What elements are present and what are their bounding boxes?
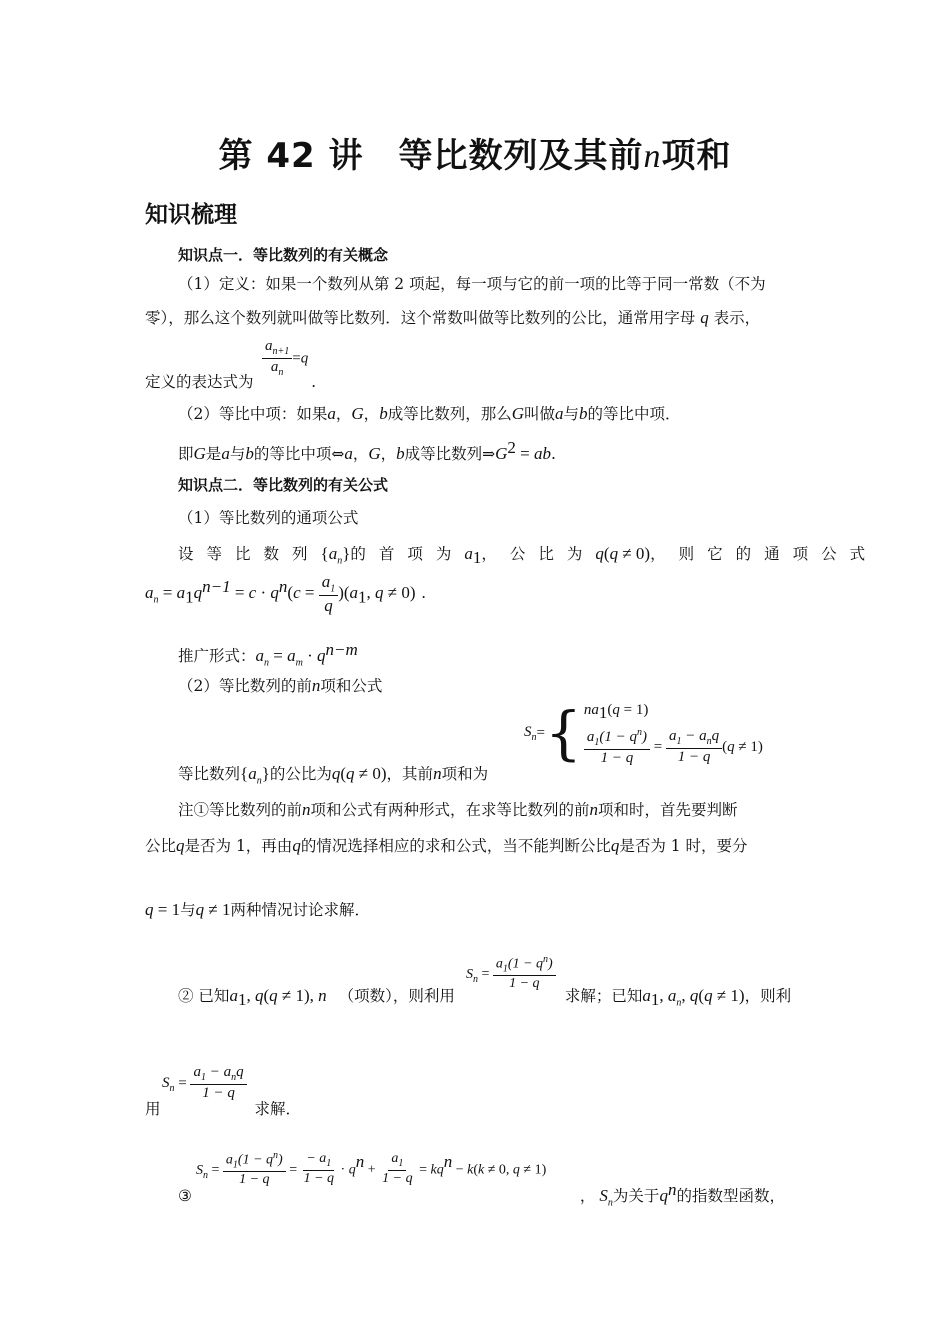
general-term-line: 设等比数列$\{a_n\}$的首项为$a_1$，公比为q(q ≠ 0)，则它的通项公式: [178, 544, 879, 568]
note-line-2: 公比q是否为 1，再由q的情况选择相应的求和公式，当不能判断公比q是否为 1 时，要分: [145, 836, 748, 855]
general-term-title: （1）等比数列的通项公式: [178, 509, 359, 527]
section-heading: 知识梳理: [145, 202, 237, 228]
note-line-3: q = 1与q ≠ 1两种情况讨论求解．: [145, 900, 370, 919]
definition-formula: $\frac{a_{n+1}}{a_n}$ =q: [262, 338, 308, 378]
page-title: 第 42 讲 等比数列及其前n项和: [218, 136, 732, 176]
note-line-4: ② 已知$a_1$, q(q ≠ 1), n （项数），则利用 求解；已知$a_1$, $a_n$, q(q ≠ 1)，则利: [178, 986, 792, 1010]
sum-formula-4: $S_n$ = $\frac{a_1(1 - q^n)}{1 - q}$ = $\frac{- a_1}{1 - q}$ · $q^n$ + $\frac{a_1}{1 - q}$ = $kq^n - k(k \ne 0$, q ≠ 1): [196, 1150, 547, 1187]
general-term-formula: $a_n = a_1q^{n-1} = c \cdot q^n(c$ = $\frac{a_1}{q}$ )($a_1$, q ≠ 0) .: [145, 572, 426, 615]
definition-line-1: （1）定义：如果一个数列从第 2 项起，每一项与它的前一项的比等于同一常数（不为: [178, 275, 766, 293]
sum-formula-3: $S_n$ = $\frac{a_1 - a_nq}{1 - q}$: [162, 1064, 247, 1102]
extended-form-line: 推广形式：$a_n = a_m \cdot q^{n-m}$: [178, 640, 358, 669]
point1-heading: 知识点一．等比数列的有关概念: [178, 246, 389, 264]
definition-line-2: 零），那么这个数列就叫做等比数列．这个常数叫做等比数列的公比，通常用字母 q 表示，: [145, 308, 761, 327]
sum-formula-2: $S_n$ = $\frac{a_1(1 - q^n)}{1 - q}$: [466, 954, 556, 992]
note-line-5: 用 求解．: [145, 1100, 302, 1118]
definition-line-3: 定义的表达式为 .: [145, 372, 316, 391]
note-line-6: ③ ， $S_n$为关于$q^n$的指数型函数，: [178, 1180, 785, 1209]
sum-line: 等比数列$\{a_n\}$的公比为q(q ≠ 0)，其前n项和为: [178, 764, 489, 787]
geometric-mean-line-2: 即G是a与b的等比中项⇔a，G，b成等比数列$\Rightarrow G^2$ = ab.: [178, 438, 556, 464]
sum-formula: $S_n$ = { $na_1(q = 1)$ $\frac{a_1(1 - q^n)}{1 - q}$ = $\frac{a_1 - a_nq}{1 - q}$ (q ≠ 1): [524, 699, 763, 768]
note-line-1: 注①等比数列的前n项和公式有两种形式，在求等比数列的前n项和时，首先要判断: [178, 800, 738, 819]
point2-heading: 知识点二．等比数列的有关公式: [178, 476, 389, 494]
sum-title: （2）等比数列的前n项和公式: [178, 676, 383, 695]
geometric-mean-line-1: （2）等比中项：如果a，G，b成等比数列，那么G叫做a与b的等比中项．: [178, 404, 681, 423]
